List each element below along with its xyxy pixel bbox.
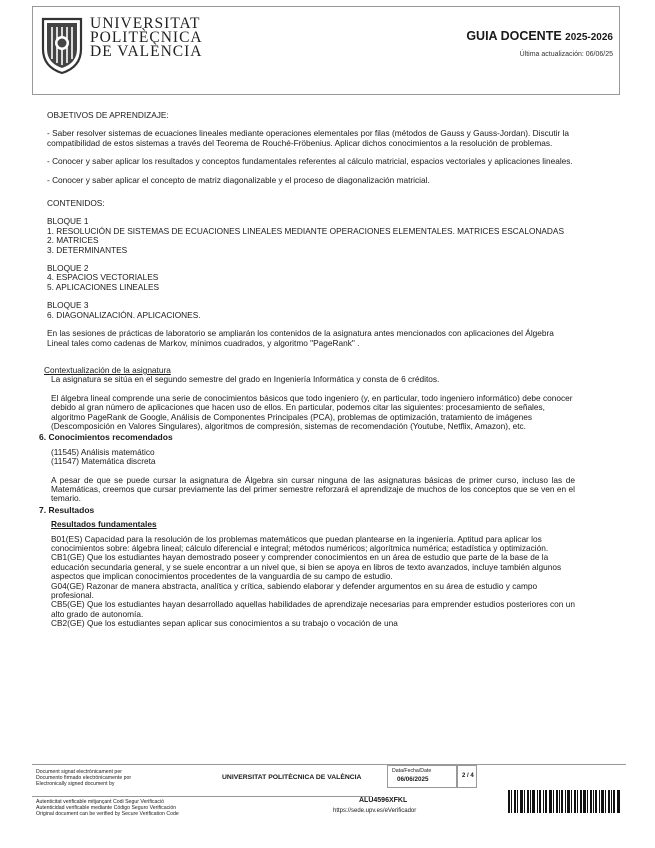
document-header xyxy=(32,6,620,95)
result-item: CB2(GE) Que los estudiantes sepan aplicar sus conocimientos a su trabajo o vocación de una xyxy=(51,618,398,629)
block-line: 1. RESOLUCIÓN DE SISTEMAS DE ECUACIONES LINEALES MEDIANTE OPERACIONES ELEMENTALES. MATRICES ESCALONADAS xyxy=(47,225,564,236)
objective-item: - Saber resolver sistemas de ecuaciones lineales mediante operaciones elementales por filas (métodos de Gauss y Gauss-Jordan). Discutir la compatibilidad de estos sistemas a través del Teorema de Rouché-Fröbenius. Aplicar dichos conocimientos a la resolución de problemas. xyxy=(47,128,570,148)
results-heading: 7. Resultados xyxy=(39,504,95,515)
result-item: CB5(GE) Que los estudiantes hayan desarrollado aquellas habilidades de aprendizaje necesarias para emprender estudios posteriores con un alto grado de autonomía. xyxy=(51,599,575,619)
knowledge-note: A pesar de que se puede cursar la asignatura de Álgebra sin cursar ninguna de las asignaturas básicas de primer curso, incluso las de Matemáticas, creemos que cursar previamente las del primer semestre reforzará el aprendizaje de muchos de los conceptos que se ven en el temario. xyxy=(51,474,575,504)
page-title: GUIA DOCENTE 2025-2026 xyxy=(466,29,613,43)
block-line: 2. MATRICES xyxy=(47,235,99,246)
block-line: 5. APLICACIONES LINEALES xyxy=(47,281,160,292)
academic-year: 2025-2026 xyxy=(565,32,613,43)
block-line: 3. DETERMINANTES xyxy=(47,244,128,255)
upv-logo-icon xyxy=(39,15,85,77)
objectives-heading: OBJETIVOS DE APRENDIZAJE: xyxy=(47,110,169,120)
university-name: UNIVERSITAT POLITÈCNICA DE VALÈNCIA xyxy=(90,15,203,60)
result-item: CB1(GE) Que los estudiantes hayan demostrado poseer y comprender conocimientos en un área de estudio que parte de la base de la educación secundaria general, y se suele encontrar a un nivel que, si bien se apoya en libros de texto avanzados, incluye también algunos aspectos que implican conocimientos procedentes de la vanguardia de su campo de estudio. xyxy=(51,552,562,582)
verification-code: ALU4596XFKL xyxy=(359,797,408,804)
block-title: BLOQUE 3 xyxy=(47,300,89,311)
contents-heading: CONTENIDOS: xyxy=(47,198,105,209)
context-heading: Contextualización de la asignatura xyxy=(44,364,171,375)
verification-url[interactable]: https://sede.upv.es/eVerificador xyxy=(333,808,417,814)
date-label: Data/Fecha/Date xyxy=(392,768,432,774)
knowledge-item: (11547) Matemática discreta xyxy=(51,456,156,467)
context-paragraph: El álgebra lineal comprende una serie de conocimientos básicos que todo ingeniero (y, en particular, todo ingeniero informático) debe conocer debido al gran número de aplicaciones que hacen uso de ellos. En particular, podemos citar las siguientes: procesamiento de señales, algoritmo PageRank de Google, Análisis de Componentes Principales (PCA), problemas de optimización, tratamiento de imágenes (Descomposición en Valores Singulares), algoritmos de compresión, sistemas de recomendación (Youtube, Netflix, Amazon), etc. xyxy=(51,392,573,431)
objective-item: - Conocer y saber aplicar los resultados y conceptos fundamentales referentes al cálculo matricial, espacios vectoriales y aplicaciones lineales. xyxy=(47,156,573,167)
context-paragraph: La asignatura se sitúa en el segundo semestre del grado en Ingeniería Informática y consta de 6 créditos. xyxy=(51,374,440,385)
document-body xyxy=(39,110,575,629)
results-subheading: Resultados fundamentales xyxy=(51,519,157,530)
block-title: BLOQUE 1 xyxy=(47,216,89,227)
verification-text: Autenticitat verificable mitjançant Codi Segur Verificació Autenticidad verificable mediante Código Seguro Verificación Original document can be verified by Secure Verification Code xyxy=(36,799,179,817)
footer-university: UNIVERSITAT POLITÈCNICA DE VALÈNCIA xyxy=(222,774,362,781)
block-title: BLOQUE 2 xyxy=(47,263,89,274)
result-item: B01(ES) Capacidad para la resolución de los problemas matemáticos que puedan plantearse en la ingeniería. Aptitud para aplicar los conocimientos sobre: álgebra lineal; cálculo diferencial e integral; métodos numéricos; algorítmica numérica; estadística y optimización. xyxy=(51,533,549,553)
signature-date: 06/06/2025 xyxy=(397,776,429,783)
lab-note: En las sesiones de prácticas de laboratorio se ampliarán los contenidos de la asignatura antes mencionados con aplicaciones del Álgebra Lineal tales como cadenas de Markov, mínimos cuadrados, y algoritmo "PageRank" . xyxy=(47,328,554,348)
page-number: 2 / 4 xyxy=(462,773,474,779)
barcode-icon xyxy=(508,790,620,813)
knowledge-heading: 6. Conocimientos recomendados xyxy=(39,432,173,443)
result-item: G04(GE) Razonar de manera abstracta, analítica y crítica, sabiendo elaborar y defender argumentos en su área de estudio y campo profesional. xyxy=(51,580,538,601)
block-line: 6. DIAGONALIZACIÓN. APLICACIONES. xyxy=(47,309,201,320)
last-update: Última actualización: 06/06/25 xyxy=(519,51,613,58)
knowledge-item: (11545) Análisis matemático xyxy=(51,446,155,457)
signed-by-text: Document signat electrònicament per Documento firmado electrónicamente por Electronically signed document by xyxy=(36,769,132,787)
block-line: 4. ESPACIOS VECTORIALES xyxy=(47,272,159,283)
objective-item: - Conocer y saber aplicar el concepto de matriz diagonalizable y el proceso de diagonalización matricial. xyxy=(47,174,430,185)
